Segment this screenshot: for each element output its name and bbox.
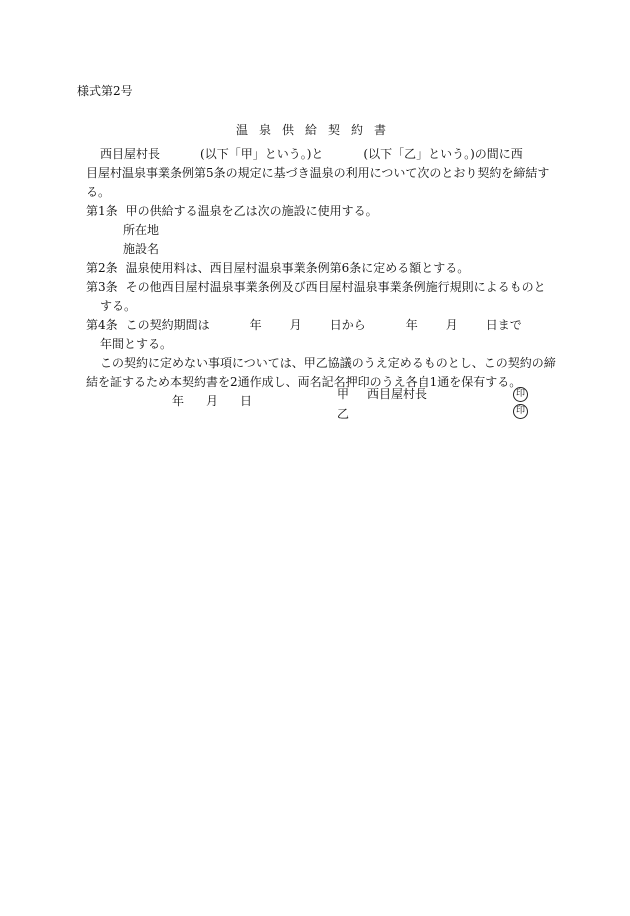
contract-body	[86, 145, 556, 411]
article-2-number: 第2条	[86, 261, 118, 275]
party-b-seal-icon: 印	[513, 404, 528, 419]
article-4-end-day: 日まで	[485, 318, 522, 332]
preamble-line-2: 目屋村温泉事業条例第5条の規定に基づき温泉の利用について次のとおり契約を締結す	[86, 166, 550, 180]
contract-date	[86, 392, 556, 411]
party-a-mark: 甲	[337, 387, 350, 401]
document-title: 温泉供給契約書	[236, 123, 398, 137]
party-b-signature	[337, 405, 349, 424]
article-2	[86, 259, 556, 278]
article-3-text: その他西目屋村温泉事業条例及び西目屋村温泉事業条例施行規則によるものと	[125, 280, 546, 294]
preamble-line-1	[86, 145, 556, 164]
article-4	[86, 316, 556, 335]
date-year: 年	[172, 394, 185, 408]
article-4-start-year: 年	[249, 318, 262, 332]
preamble	[86, 145, 556, 202]
party-a-name: 西目屋村長	[367, 387, 428, 401]
party-a-seal-icon: 印	[513, 387, 528, 402]
closing-line-2: 結を証するため本契約書を2通作成し、両名記名押印のうえ各自1通を保有する。	[86, 375, 522, 389]
article-4-end-year: 年	[405, 318, 418, 332]
article-4-end-month: 月	[445, 318, 458, 332]
article-3-continuation: する。	[100, 299, 137, 313]
party-a-note: (以下「甲」という。)と	[200, 147, 324, 161]
party-a-label: 西目屋村長	[100, 147, 161, 161]
date-month: 月	[206, 394, 219, 408]
party-b-mark: 乙	[337, 407, 350, 421]
location-field-label: 所在地	[123, 223, 160, 237]
article-4-number: 第4条	[86, 318, 118, 332]
article-1-text: 甲の供給する温泉を乙は次の施設に使用する。	[125, 204, 378, 218]
form-number: 様式第2号	[77, 84, 133, 98]
article-3-number: 第3条	[86, 280, 118, 294]
closing-line-1: この契約に定めない事項については、甲乙協議のうえ定めるものとし、この契約の締	[100, 356, 556, 370]
preamble-line-3: る。	[86, 185, 111, 199]
article-2-text: 温泉使用料は、西目屋村温泉事業条例第6条に定める額とする。	[125, 261, 470, 275]
article-4-text: この契約期間は	[125, 318, 210, 332]
date-day: 日	[240, 394, 253, 408]
article-4-start-month: 月	[289, 318, 302, 332]
facility-name-field-label: 施設名	[123, 242, 160, 256]
article-3	[86, 278, 556, 297]
party-b-note: (以下「乙」という。)の間に西	[363, 147, 523, 161]
article-1-number: 第1条	[86, 204, 118, 218]
party-a-signature	[337, 385, 427, 404]
article-1	[86, 202, 556, 221]
article-4-continuation: 年間とする。	[100, 337, 173, 351]
article-4-start-day: 日から	[329, 318, 366, 332]
